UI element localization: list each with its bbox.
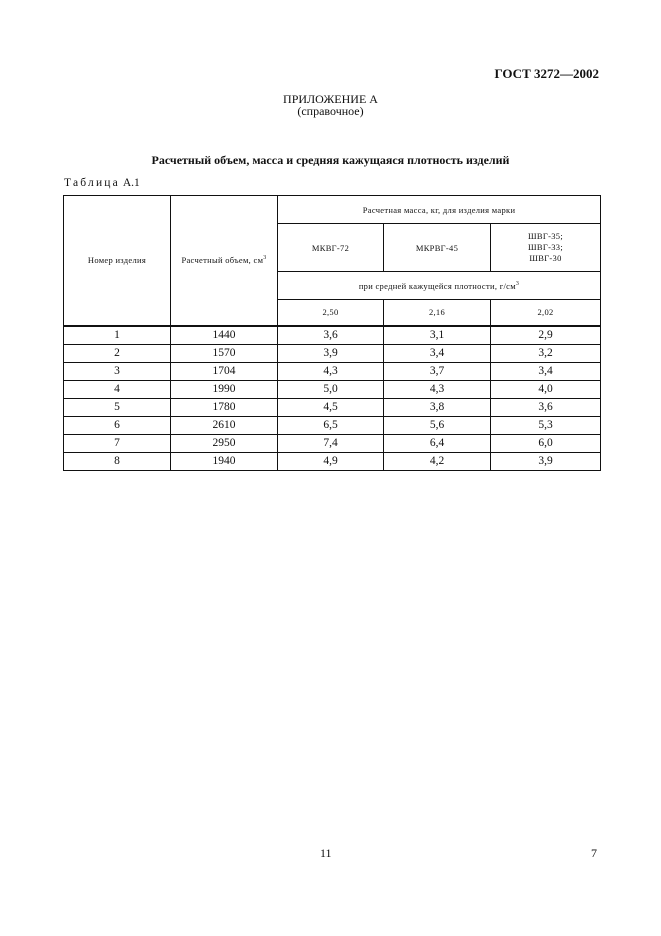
header-grade-3 [491,224,601,272]
density-value-1: 2,50 [278,300,384,326]
cell-mass-3: 3,2 [491,344,601,362]
grade-3-line-1: ШВГ-35; [528,231,563,241]
cell-volume: 1704 [171,362,278,380]
cell-volume: 2610 [171,416,278,434]
cell-item: 7 [64,434,171,452]
cell-mass-2: 6,4 [384,434,491,452]
cell-mass-3: 6,0 [491,434,601,452]
header-volume-unit-exp: 3 [263,255,267,262]
cell-mass-2: 3,7 [384,362,491,380]
page-number-center: 11 [320,846,332,860]
cell-volume: 1990 [171,380,278,398]
data-table [63,195,601,471]
cell-mass-3: 3,4 [491,362,601,380]
header-density [278,272,601,300]
cell-mass-2: 3,1 [384,326,491,345]
cell-mass-1: 6,5 [278,416,384,434]
header-volume-text: Расчетный объем, см [181,255,264,266]
cell-item: 2 [64,344,171,362]
cell-volume: 1440 [171,326,278,345]
section-title: Расчетный объем, масса и средняя кажущаяся плотность изделий [151,153,510,167]
header-density-text: при средней кажущейся плотности, г/см [358,280,516,291]
cell-item: 8 [64,452,171,470]
table-row [64,452,601,470]
cell-mass-2: 4,3 [384,380,491,398]
cell-mass-2: 3,8 [384,398,491,416]
cell-volume: 1940 [171,452,278,470]
table-row [64,380,601,398]
table-row [64,398,601,416]
table-label-number: А.1 [122,177,140,189]
table-row [64,416,601,434]
header-volume [171,196,278,326]
standard-number: ГОСТ 3272—2002 [494,66,599,81]
cell-mass-1: 3,9 [278,344,384,362]
appendix-subtitle: (справочное) [297,104,364,118]
cell-mass-1: 3,6 [278,326,384,345]
cell-mass-3: 3,6 [491,398,601,416]
header-density-unit-exp: 3 [515,280,520,287]
cell-mass-1: 5,0 [278,380,384,398]
cell-volume: 2950 [171,434,278,452]
appendix-title: ПРИЛОЖЕНИЕ А [283,92,378,106]
appendix-heading [0,93,661,117]
density-value-2: 2,16 [384,300,491,326]
cell-mass-1: 4,5 [278,398,384,416]
cell-mass-3: 2,9 [491,326,601,345]
cell-mass-3: 4,0 [491,380,601,398]
cell-mass-2: 4,2 [384,452,491,470]
grade-3-line-3: ШВГ-30 [529,253,562,263]
cell-item: 1 [64,326,171,345]
cell-mass-3: 5,3 [491,416,601,434]
cell-mass-1: 7,4 [278,434,384,452]
table-label [64,177,140,189]
cell-mass-1: 4,9 [278,452,384,470]
cell-item: 3 [64,362,171,380]
header-mass: Расчетная масса, кг, для изделия марки [278,196,601,224]
cell-item: 4 [64,380,171,398]
table-row [64,344,601,362]
header-grade-1: МКВГ-72 [278,224,384,272]
cell-item: 5 [64,398,171,416]
table-row [64,326,601,345]
cell-mass-2: 3,4 [384,344,491,362]
cell-mass-3: 3,9 [491,452,601,470]
header-item-number: Номер изделия [64,196,171,326]
page-number-right: 7 [591,846,597,860]
cell-item: 6 [64,416,171,434]
table-row [64,362,601,380]
cell-volume: 1570 [171,344,278,362]
density-value-3: 2,02 [491,300,601,326]
header-grade-2: МКРВГ-45 [384,224,491,272]
cell-volume: 1780 [171,398,278,416]
cell-mass-2: 5,6 [384,416,491,434]
grade-3-line-2: ШВГ-33; [528,242,563,252]
table-label-prefix: Таблица [64,177,120,189]
cell-mass-1: 4,3 [278,362,384,380]
table-row [64,434,601,452]
